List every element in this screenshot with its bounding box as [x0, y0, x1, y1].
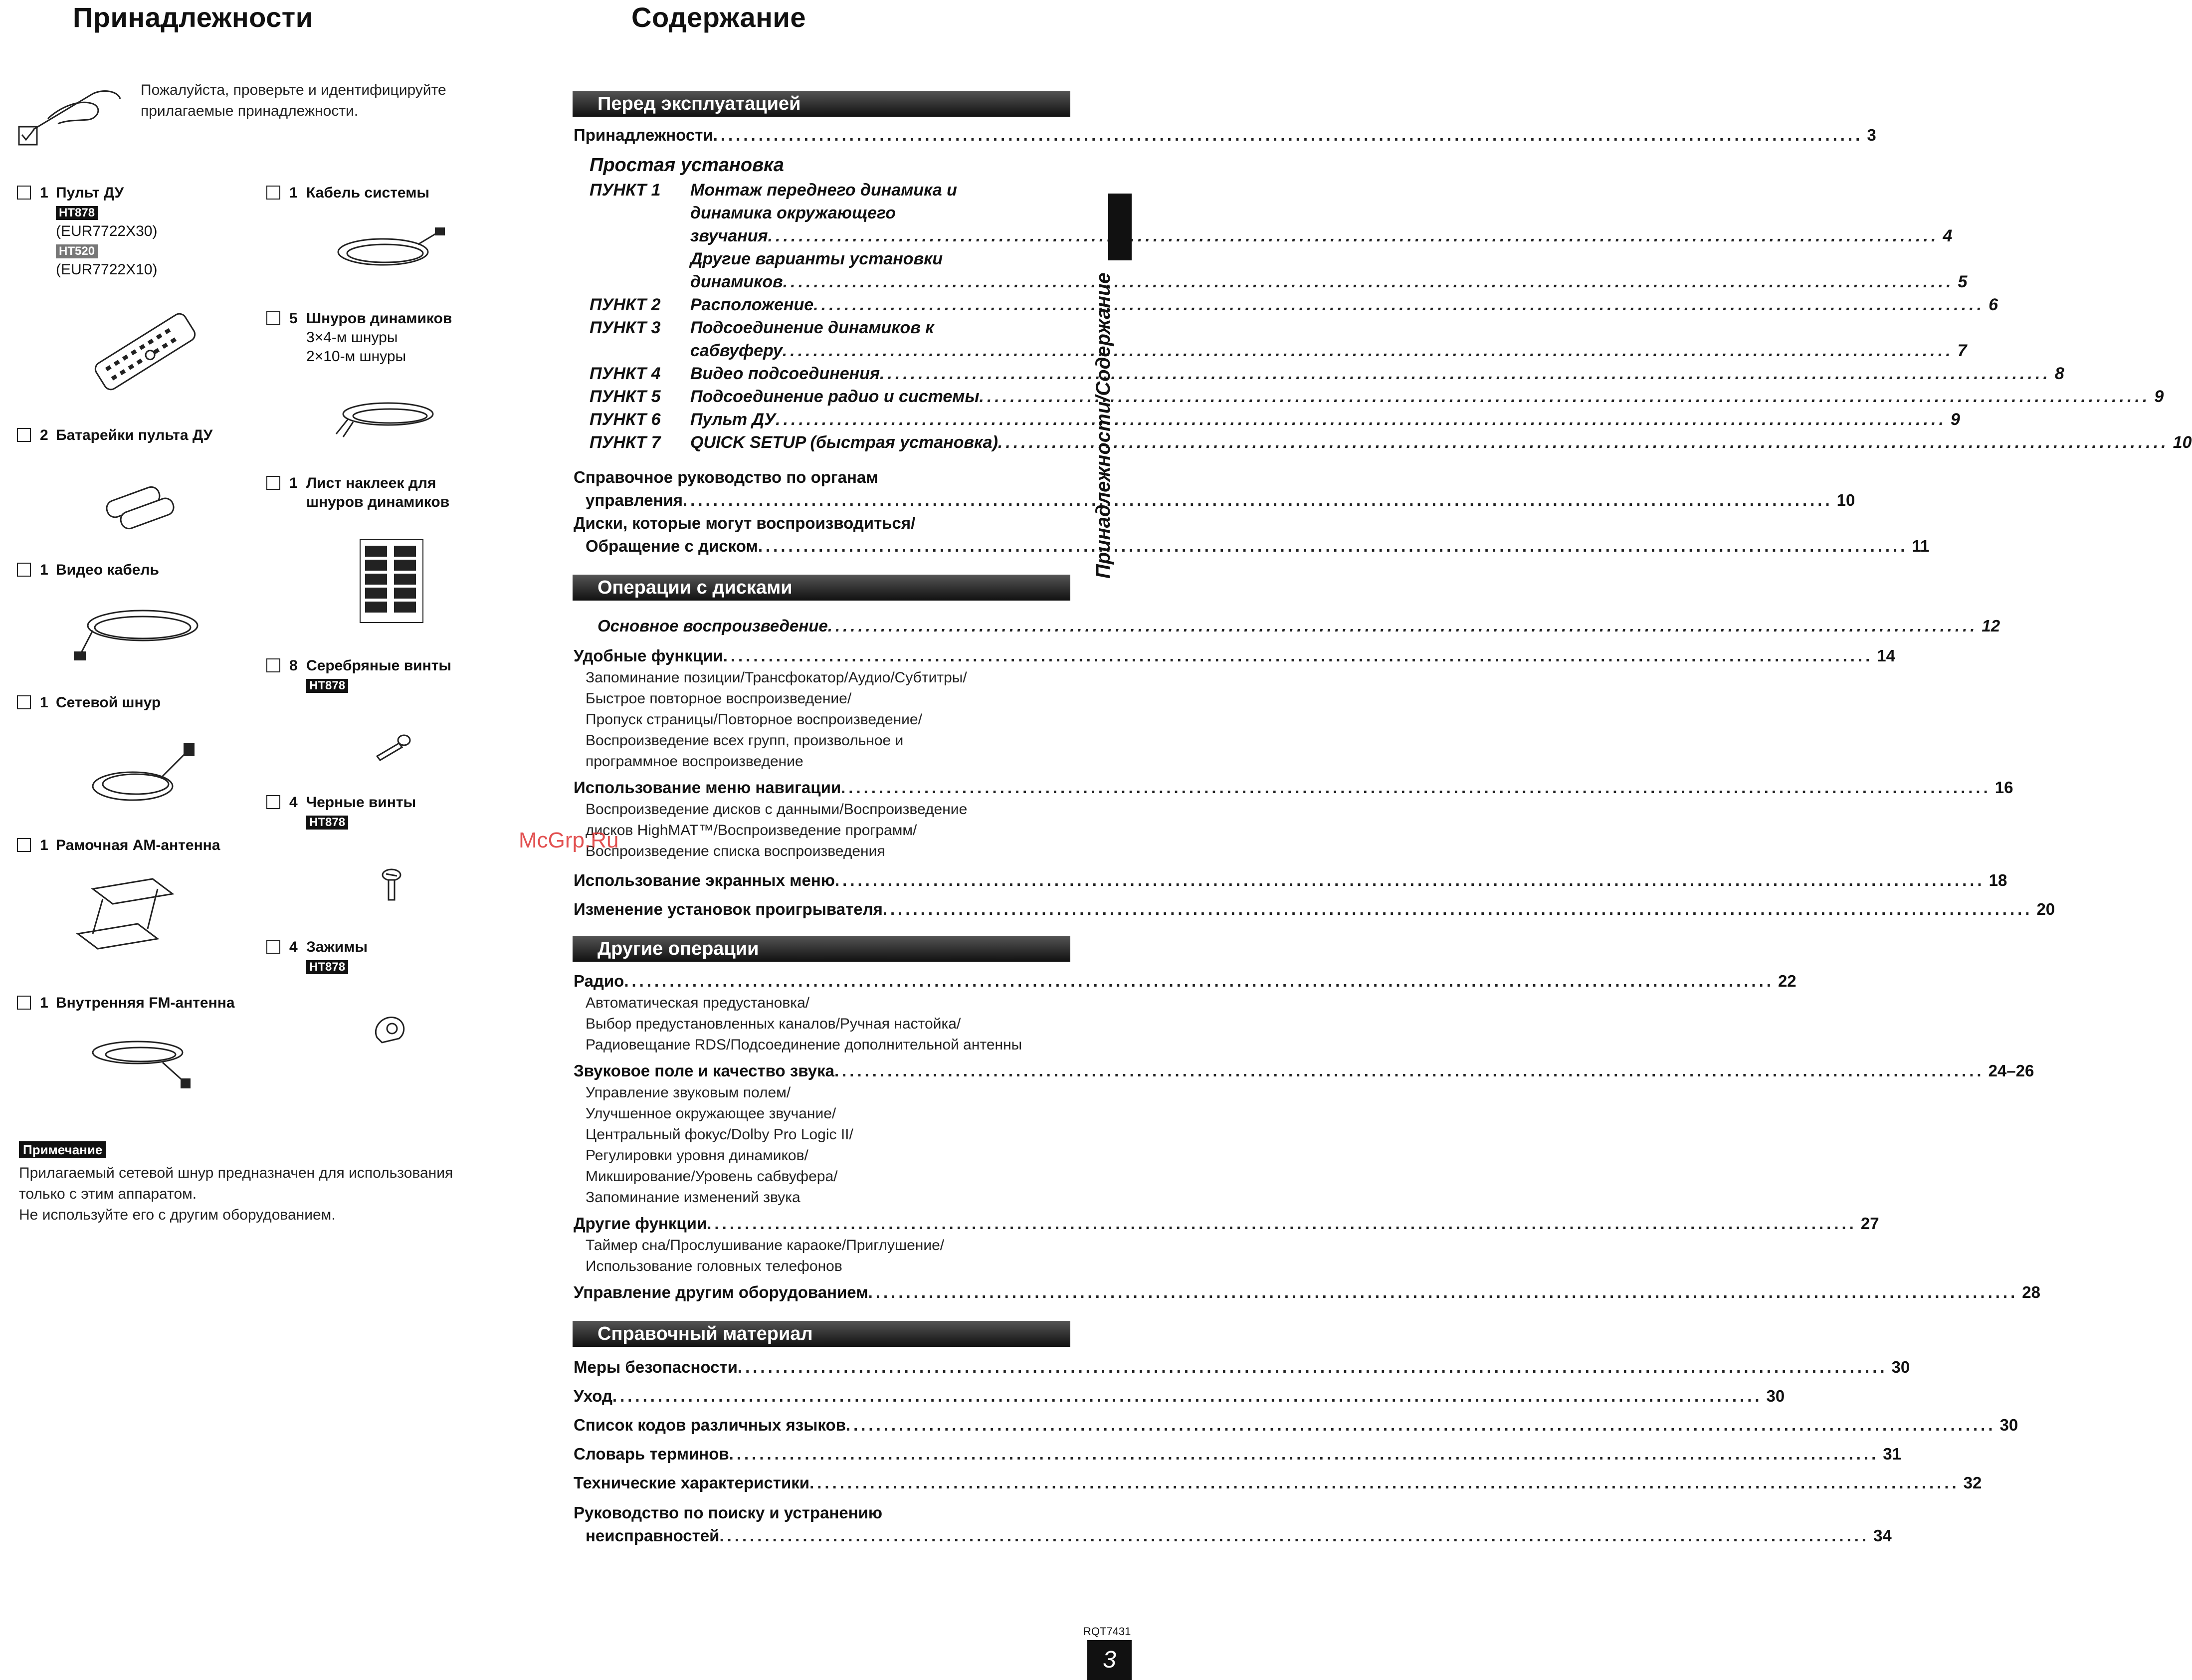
toc-entry[interactable]: Основное воспроизведение ..... 12 — [574, 615, 1071, 637]
toc-subitems: Управление звуковым полем/ Улучшенное окружающее звучание/ Центральный фокус/Dolby Pro Logic II/ Регулировки уровня динамиков/ Микширование/Уровень сабвуфера/ Запоминание изменений звука — [586, 1084, 853, 1206]
watermark: McGrp.Ru — [519, 828, 619, 852]
section-header: Справочный материал — [573, 1321, 1070, 1347]
toc-block-3 — [574, 970, 2040, 1304]
toc-step[interactable]: ПУНКТ 7 QUICK SETUP (быстрая установка) ..... 10 — [590, 431, 1071, 454]
note-label: Примечание — [19, 1141, 106, 1158]
note-block: Примечание Прилагаемый сетевой шнур предназначен для использования только с этим аппаратом. Не используйте его с другим оборудованием. — [19, 1142, 453, 1223]
toc-entry[interactable]: Словарь терминов ..... 31 — [574, 1440, 1071, 1469]
intro-text: Пожалуйста, проверьте и идентифицируйте прилагаемые принадлежности. — [141, 82, 446, 119]
checkbox[interactable] — [17, 695, 31, 709]
sticker-sheet-icon — [359, 539, 424, 624]
toc-subitems: Таймер сна/Прослушивание караоке/Приглушение/ Использование головных телефонов — [586, 1237, 945, 1274]
toc-entry[interactable]: Использование экранных меню ..... 18 — [574, 869, 1071, 892]
toc-subitems: Воспроизведение дисков с данными/Воспроизведение дисков HighMAT™/Воспроизведение программ/ Воспроизведение списка воспроизведения — [586, 801, 968, 859]
side-tab-label: Принадлежности/Содержание — [1092, 272, 1114, 579]
remote-control-icon — [88, 309, 202, 394]
toc-entry[interactable]: Другие функции ..... 27 — [574, 1212, 1071, 1235]
toc-block-4 — [574, 1353, 2018, 1547]
checkbox[interactable] — [17, 996, 31, 1010]
toc-entry[interactable]: Принадлежности ..... 3 — [574, 124, 1071, 147]
toc-entry[interactable]: Управление другим оборудованием ..... 28 — [574, 1281, 1071, 1304]
toc-step[interactable]: Другие варианты установки динамиков ..... 5 — [590, 247, 1071, 293]
toc-entry[interactable]: Технические характеристики ..... 32 — [574, 1469, 1071, 1497]
toc-entry[interactable]: Руководство по поиску и устранению неисправностей ..... 34 — [574, 1501, 1071, 1547]
checklist-hand-icon — [18, 84, 123, 149]
toc-entry[interactable]: Изменение установок проигрывателя ..... 20 — [574, 898, 1071, 921]
toc-step[interactable]: ПУНКТ 1 Монтаж переднего динамика и динамика окружающего звучания ..... 4 — [590, 179, 1071, 247]
toc-entry[interactable]: Звуковое поле и качество звука ..... 24–26 — [574, 1059, 1071, 1082]
checkbox[interactable] — [266, 476, 280, 490]
fm-antenna-icon — [88, 1033, 202, 1092]
clamp-icon — [372, 1013, 412, 1048]
toc-step[interactable]: ПУНКТ 5 Подсоединение радио и системы ..... 9 — [590, 385, 1071, 408]
checkbox[interactable] — [17, 186, 31, 200]
section-header: Перед эксплуатацией — [573, 91, 1070, 117]
checkbox[interactable] — [266, 311, 280, 325]
model-badge: HT878 — [306, 960, 348, 974]
toc-block-1 — [574, 124, 1876, 147]
model-badge: HT520 — [56, 244, 98, 258]
batteries-icon — [103, 474, 183, 529]
black-screw-icon — [379, 868, 404, 903]
checkbox[interactable] — [17, 428, 31, 442]
toc-entry[interactable]: Уход ..... 30 — [574, 1382, 1071, 1411]
model-badge: HT878 — [306, 679, 348, 693]
checkbox[interactable] — [266, 658, 280, 672]
section-header: Операции с дисками — [573, 575, 1070, 601]
section-header: Другие операции — [573, 936, 1070, 962]
toc-step[interactable]: ПУНКТ 6 Пульт ДУ ..... 9 — [590, 408, 1071, 431]
power-cord-icon — [88, 736, 202, 811]
contents-title: Содержание — [631, 1, 806, 33]
checkbox[interactable] — [266, 940, 280, 954]
toc-entry[interactable]: Удобные функции ..... 14 — [574, 644, 1071, 667]
checkbox[interactable] — [17, 563, 31, 577]
video-cable-icon — [73, 601, 207, 665]
toc-subitems: Запоминание позиции/Трансфокатор/Аудио/Субтитры/ Быстрое повторное воспроизведение/ Пропуск страницы/Повторное воспроизведение/ Воспроизведение всех групп, произвольное и программное воспроизведение — [586, 669, 967, 770]
toc-entry[interactable]: Радио ..... 22 — [574, 970, 1071, 993]
toc-entry[interactable]: Диски, которые могут воспроизводиться/ Обращение с диском ..... 11 — [574, 512, 1071, 558]
system-cable-icon — [333, 224, 448, 274]
model-badge: HT878 — [56, 206, 98, 220]
simple-setup-title: Простая установка — [590, 155, 784, 176]
toc-step[interactable]: ПУНКТ 3 Подсоединение динамиков к сабвуферу ..... 7 — [590, 316, 1071, 362]
document-code: RQT7431 — [1083, 1625, 1131, 1638]
page-number: 3 — [1087, 1640, 1132, 1680]
checkbox[interactable] — [266, 795, 280, 809]
checkbox[interactable] — [17, 838, 31, 852]
toc-entry[interactable]: Меры безопасности ..... 30 — [574, 1353, 1071, 1382]
silver-screw-icon — [373, 733, 413, 763]
toc-entry[interactable]: Использование меню навигации ..... 16 — [574, 776, 1071, 799]
model-badge: HT878 — [306, 816, 348, 830]
toc-subitems: Автоматическая предустановка/ Выбор предустановленных каналов/Ручная настойка/ Радиовещание RDS/Подсоединение дополнительной антенны — [586, 995, 1022, 1053]
toc-block-1b — [574, 466, 1930, 558]
toc-entry[interactable]: Справочное руководство по органам управления ..... 10 — [574, 466, 1071, 512]
toc-step[interactable]: ПУНКТ 4 Видео подсоединения ..... 8 — [590, 362, 1071, 385]
toc-step[interactable]: ПУНКТ 2 Расположение ..... 6 — [590, 293, 1071, 316]
toc-entry[interactable]: Список кодов различных языков ..... 30 — [574, 1411, 1071, 1440]
checkbox[interactable] — [266, 186, 280, 200]
am-antenna-icon — [73, 874, 188, 954]
speaker-cables-icon — [333, 394, 448, 439]
accessories-title: Принадлежности — [73, 1, 313, 33]
side-tab-marker — [1108, 194, 1132, 260]
toc-block-2 — [574, 615, 2055, 921]
